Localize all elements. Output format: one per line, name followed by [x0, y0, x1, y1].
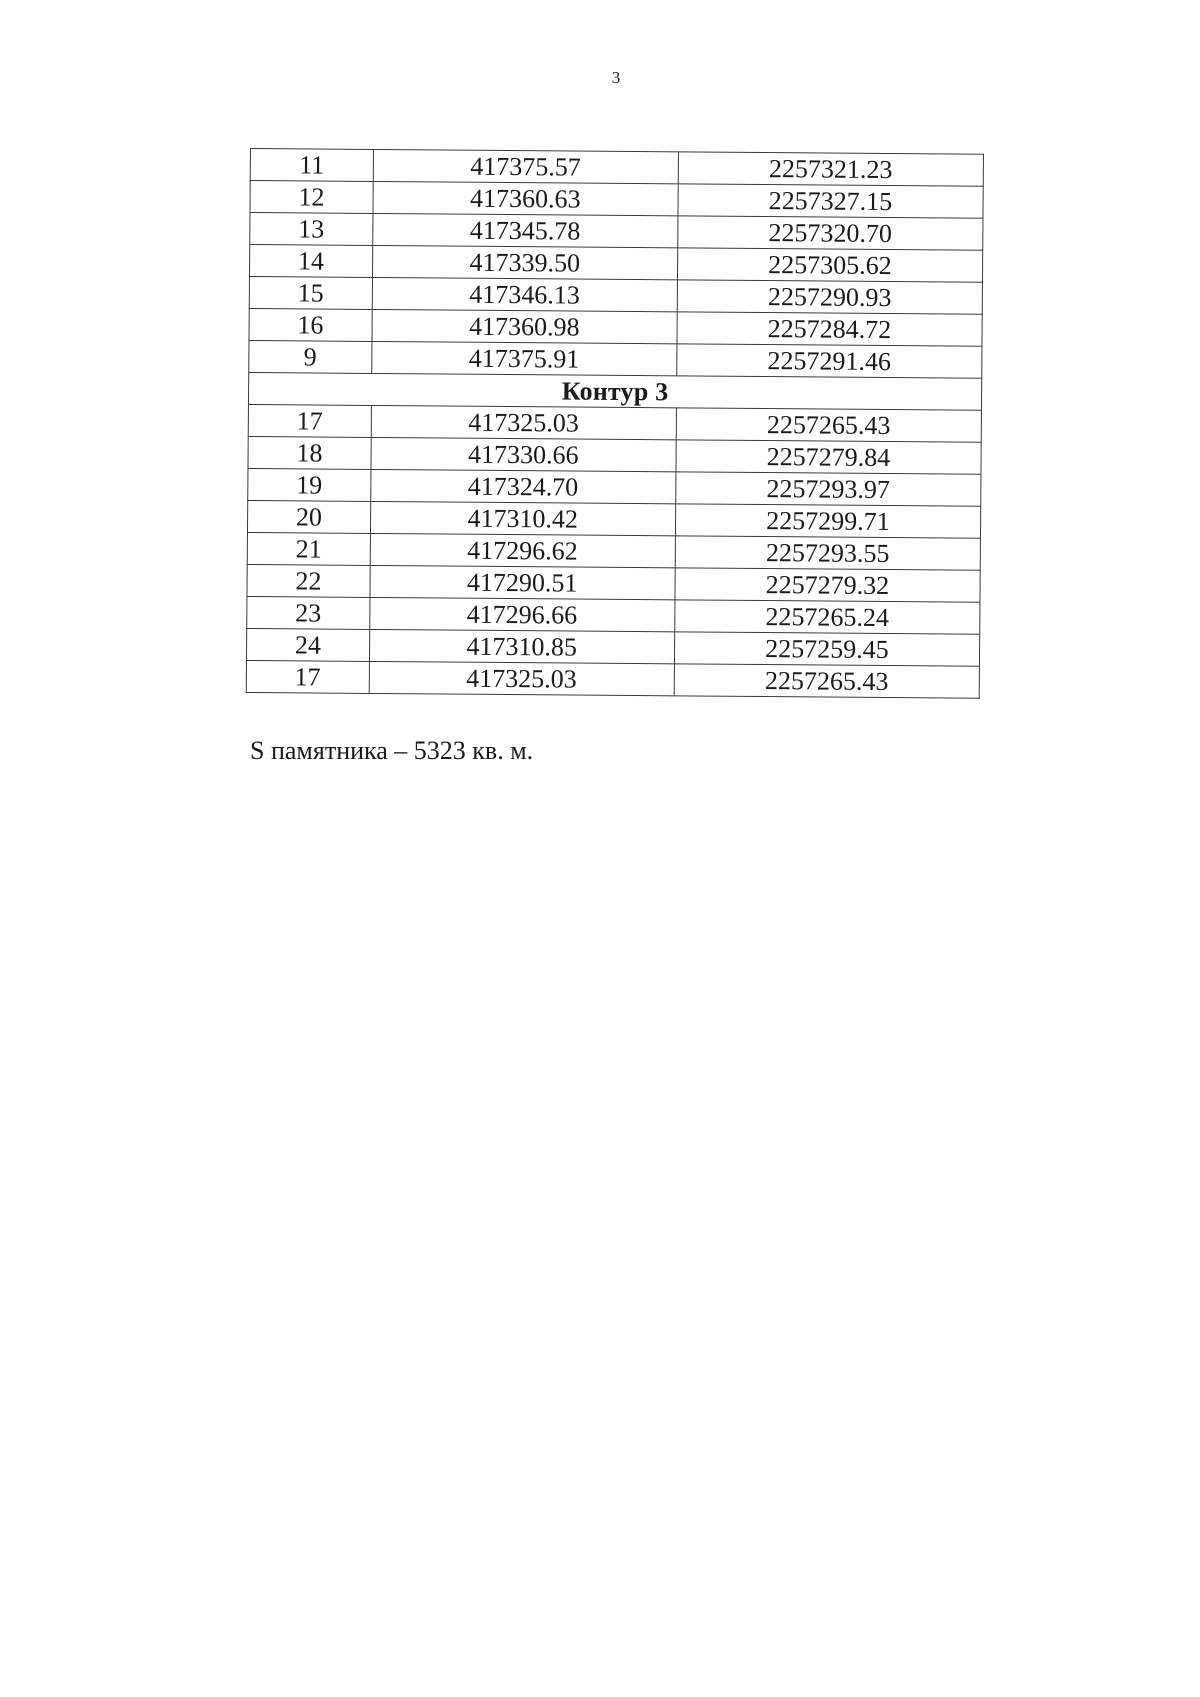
- point-number-cell: 17: [246, 660, 369, 693]
- x-coordinate-cell: 417375.57: [373, 149, 678, 183]
- x-coordinate-cell: 417310.42: [370, 501, 675, 535]
- y-coordinate-cell: 2257327.15: [678, 184, 983, 218]
- x-coordinate-cell: 417346.13: [372, 277, 677, 311]
- coordinates-table: [246, 148, 984, 699]
- y-coordinate-cell: 2257290.93: [677, 280, 982, 314]
- y-coordinate-cell: 2257265.43: [676, 408, 981, 442]
- contour-3-rows: [246, 404, 981, 698]
- point-number-cell: 16: [249, 308, 372, 341]
- point-number-cell: 9: [249, 340, 372, 373]
- y-coordinate-cell: 2257279.84: [676, 440, 981, 474]
- x-coordinate-cell: 417330.66: [371, 437, 676, 471]
- x-coordinate-cell: 417296.62: [370, 533, 675, 567]
- point-number-cell: 24: [246, 628, 369, 661]
- y-coordinate-cell: 2257291.46: [676, 344, 981, 378]
- x-coordinate-cell: 417296.66: [369, 597, 674, 631]
- x-coordinate-cell: 417360.63: [373, 181, 678, 215]
- table-row: [246, 660, 979, 698]
- x-coordinate-cell: 417325.03: [369, 661, 674, 695]
- x-coordinate-cell: 417325.03: [371, 405, 676, 439]
- contour-2-rows: [249, 149, 984, 379]
- y-coordinate-cell: 2257279.32: [675, 568, 980, 602]
- x-coordinate-cell: 417310.85: [369, 629, 674, 663]
- point-number-cell: 13: [250, 213, 373, 246]
- point-number-cell: 12: [250, 181, 373, 214]
- area-note: S памятника – 5323 кв. м.: [250, 736, 534, 765]
- y-coordinate-cell: 2257293.97: [675, 472, 980, 506]
- point-number-cell: 17: [248, 404, 371, 437]
- point-number-cell: 19: [248, 468, 371, 501]
- y-coordinate-cell: 2257299.71: [675, 504, 980, 538]
- point-number-cell: 18: [248, 436, 371, 469]
- y-coordinate-cell: 2257321.23: [678, 152, 983, 186]
- x-coordinate-cell: 417339.50: [372, 245, 677, 279]
- point-number-cell: 22: [247, 564, 370, 597]
- section-title: Контур 3: [248, 372, 981, 410]
- point-number-cell: 23: [247, 596, 370, 629]
- point-number-cell: 11: [250, 149, 373, 182]
- y-coordinate-cell: 2257265.43: [674, 664, 979, 698]
- point-number-cell: 20: [247, 500, 370, 533]
- x-coordinate-cell: 417360.98: [372, 309, 677, 343]
- y-coordinate-cell: 2257265.24: [674, 600, 979, 634]
- x-coordinate-cell: 417375.91: [371, 341, 676, 375]
- x-coordinate-cell: 417290.51: [370, 565, 675, 599]
- y-coordinate-cell: 2257259.45: [674, 632, 979, 666]
- y-coordinate-cell: 2257305.62: [677, 248, 982, 282]
- point-number-cell: 21: [247, 532, 370, 565]
- page-number: 3: [611, 68, 621, 87]
- x-coordinate-cell: 417324.70: [370, 469, 675, 503]
- y-coordinate-cell: 2257320.70: [677, 216, 982, 250]
- y-coordinate-cell: 2257284.72: [677, 312, 982, 346]
- point-number-cell: 14: [249, 245, 372, 278]
- x-coordinate-cell: 417345.78: [372, 213, 677, 247]
- point-number-cell: 15: [249, 276, 372, 309]
- y-coordinate-cell: 2257293.55: [675, 536, 980, 570]
